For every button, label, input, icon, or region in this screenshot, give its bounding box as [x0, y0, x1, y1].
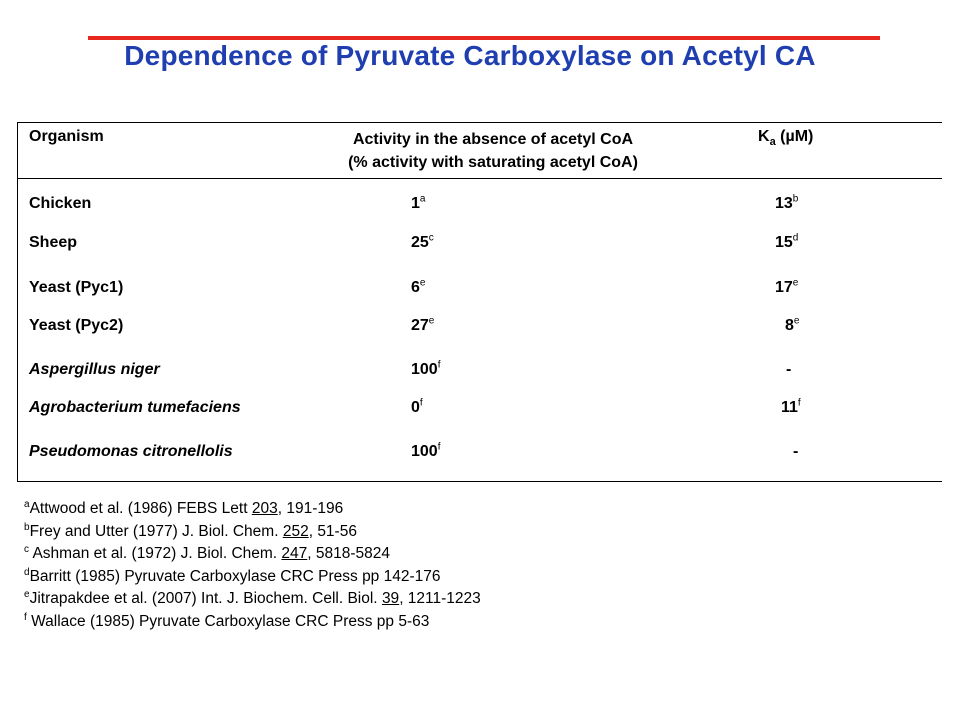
reference-item: $^a$Attwood et al. (1986) FEBS Lett 203, 191-196	[24, 498, 344, 517]
organism-name: Yeast (Pyc2)	[29, 317, 124, 334]
header-activity	[293, 128, 693, 174]
organism-name: Sheep	[29, 234, 78, 251]
ka-value: -	[786, 361, 792, 378]
organism-name: Yeast (Pyc1)	[29, 279, 124, 296]
table-row	[18, 317, 942, 341]
header-activity-line2: (% activity with saturating acetyl CoA)	[348, 154, 638, 171]
activity-value: 100$^f$	[411, 441, 441, 460]
organism-name: Pseudomonas citronellolis	[29, 443, 233, 460]
header-organism: Organism	[29, 128, 104, 145]
table-row	[18, 361, 942, 385]
ka-value: 17e	[775, 277, 799, 296]
activity-value: 100$^f$	[411, 359, 441, 378]
header-divider	[18, 178, 942, 179]
activity-value: 6e	[411, 277, 426, 296]
page-title: Dependence of Pyruvate Carboxylase on Acetyl CA	[124, 40, 816, 71]
header-ka	[758, 128, 814, 149]
reference-item: $^b$Frey and Utter (1977) J. Biol. Chem. 252, 51-56	[24, 521, 357, 540]
reference-item: $^d$Barritt (1985) Pyruvate Carboxylase CRC Press pp 142-176	[24, 566, 441, 585]
header-ka-unit: (µM)	[780, 128, 814, 145]
ka-value: 8e	[785, 315, 800, 334]
data-table	[17, 122, 942, 482]
table-row	[18, 195, 942, 219]
table-row	[18, 279, 942, 303]
table-row	[18, 399, 942, 423]
activity-value: 0$^f$	[411, 397, 423, 416]
ka-value: -	[793, 443, 799, 460]
reference-item: $^e$Jitrapakdee et al. (2007) Int. J. Biochem. Cell. Biol. 39, 1211-1223	[24, 588, 481, 607]
activity-value: 25$^c$	[411, 232, 434, 251]
activity-value: 1$^a$	[411, 193, 426, 212]
reference-item: $^c$ Ashman et al. (1972) J. Biol. Chem. 247, 5818-5824	[24, 543, 391, 562]
header-ka-symbol: K	[758, 128, 770, 145]
ka-value: 11$^f$	[781, 397, 801, 416]
table-row	[18, 234, 942, 258]
organism-name: Aspergillus niger	[29, 361, 160, 378]
reference-item: $^f$ Wallace (1985) Pyruvate Carboxylase CRC Press pp 5-63	[24, 611, 430, 630]
references	[24, 498, 481, 633]
ka-value: 13$^b$	[775, 193, 799, 212]
organism-name: Agrobacterium tumefaciens	[29, 399, 241, 416]
ka-value: 15$^d$	[775, 232, 799, 251]
organism-name: Chicken	[29, 195, 92, 212]
table-row	[18, 443, 942, 467]
header-ka-subscript: a	[769, 136, 776, 149]
header-activity-line1: Activity in the absence of acetyl CoA	[352, 131, 634, 148]
activity-value: 27e	[411, 315, 435, 334]
